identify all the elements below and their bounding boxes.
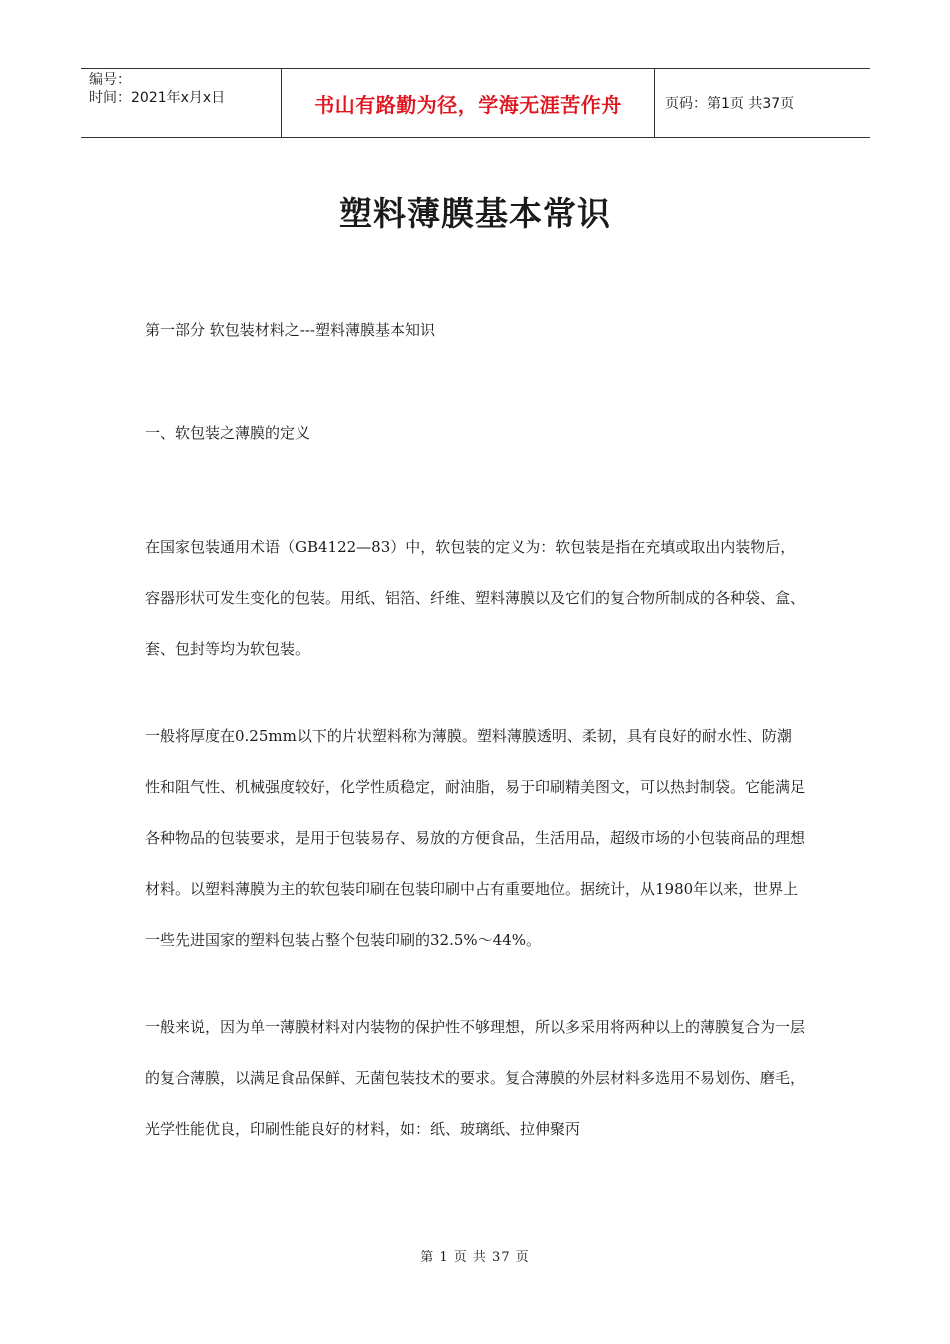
- paragraph-2: 一般将厚度在0.25mm以下的片状塑料称为薄膜。塑料薄膜透明、柔韧，具有良好的耐水性、防潮性和阻气性、机械强度较好，化学性质稳定，耐油脂，易于印刷精美图文，可以热封制袋。它能满足各种物品的包装要求，是用于包装易存、易放的方便食品，生活用品，超级市场的小包装商品的理想材料。以塑料薄膜为主的软包装印刷在包装印刷中占有重要地位。据统计，从1980年以来，世界上一些先进国家的塑料包装占整个包装印刷的32.5%～44%。: [145, 727, 806, 949]
- date-label: 时间：2021年x月x日: [89, 90, 226, 106]
- document-title: 塑料薄膜基本常识: [339, 194, 611, 233]
- document-body: [145, 316, 805, 1191]
- motto-text: 书山有路勤为径，学海无涯苦作舟: [314, 92, 622, 117]
- paragraph-1: 在国家包装通用术语（GB4122—83）中，软包装的定义为：软包装是指在充填或取出内装物后，容器形状可发生变化的包装。用纸、铝箔、纤维、塑料薄膜以及它们的复合物所制成的各种袋、盒、套、包封等均为软包装。: [145, 538, 806, 658]
- header-table: [81, 68, 870, 138]
- section-title: 第一部分 软包装材料之---塑料薄膜基本知识: [145, 321, 435, 339]
- number-label: 编号：: [89, 72, 131, 88]
- sub-title: 一、软包装之薄膜的定义: [145, 424, 311, 442]
- header-motto-cell: [282, 69, 655, 137]
- page-info: 页码：第1页 共37页: [665, 96, 795, 112]
- paragraph-3: 一般来说，因为单一薄膜材料对内装物的保护性不够理想，所以多采用将两种以上的薄膜复合为一层的复合薄膜，以满足食品保鲜、无菌包装技术的要求。复合薄膜的外层材料多选用不易划伤、磨毛，光学性能优良，印刷性能良好的材料，如：纸、玻璃纸、拉伸聚丙: [145, 1018, 806, 1138]
- page-footer: 第 1 页 共 37 页: [420, 1250, 530, 1265]
- header-page-cell: [655, 69, 870, 137]
- header-info-cell: [81, 69, 282, 137]
